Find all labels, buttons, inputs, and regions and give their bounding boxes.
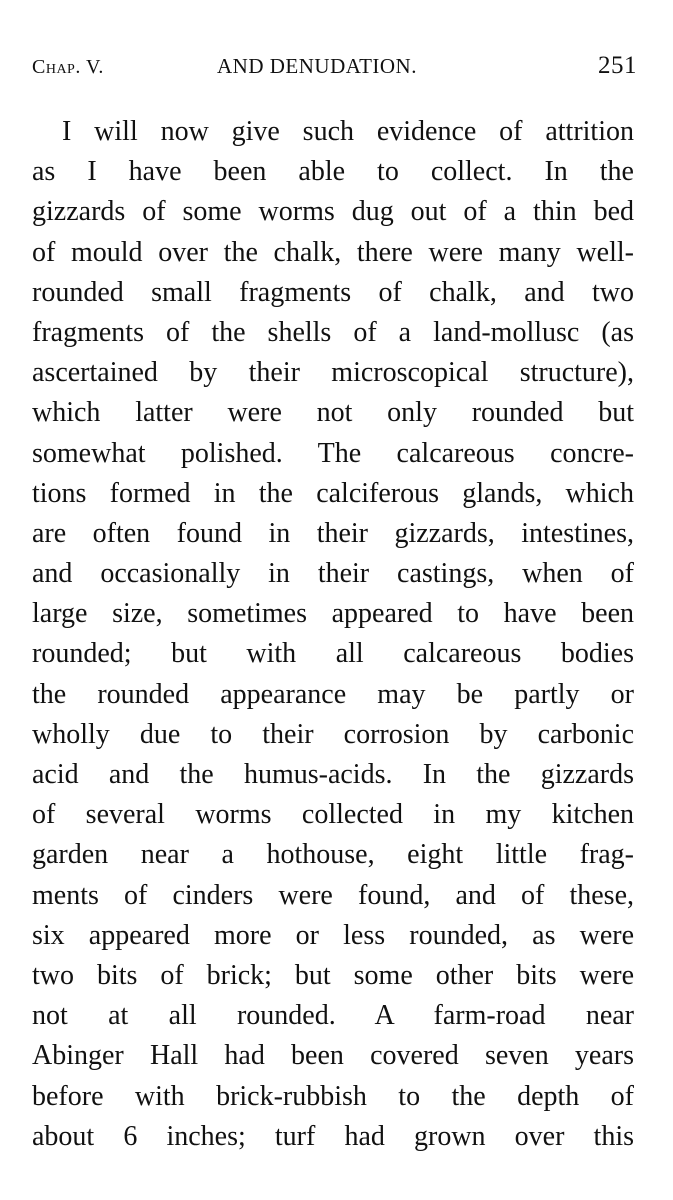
text-line: of several worms collected in my kitchen xyxy=(32,799,634,831)
text-line: are often found in their gizzards, intestines, xyxy=(32,517,634,549)
page-number: 251 xyxy=(598,52,637,79)
text-line: of mould over the chalk, there were many well- xyxy=(32,236,634,268)
text-line: and occasionally in their castings, when of xyxy=(32,558,634,590)
text-line: wholly due to their corrosion by carbonic xyxy=(32,718,634,750)
running-header xyxy=(32,52,637,82)
text-line: ascertained by their microscopical structure), xyxy=(32,357,634,389)
body-text xyxy=(32,112,634,1157)
text-line: rounded small fragments of chalk, and two xyxy=(32,276,634,308)
text-line: gizzards of some worms dug out of a thin bed xyxy=(32,196,634,228)
text-line: six appeared more or less rounded, as were xyxy=(32,919,634,951)
text-line: the rounded appearance may be partly or xyxy=(32,678,634,710)
text-line: which latter were not only rounded but xyxy=(32,397,634,429)
running-title: AND DENUDATION. xyxy=(217,54,417,78)
text-line: tions formed in the calciferous glands, which xyxy=(32,477,634,509)
text-line: I will now give such evidence of attrition xyxy=(62,116,634,147)
text-line: garden near a hothouse, eight little frag- xyxy=(32,839,634,871)
text-line: acid and the humus-acids. In the gizzards xyxy=(32,759,634,790)
text-line: ments of cinders were found, and of these, xyxy=(32,879,634,911)
text-line: as I have been able to collect. In the xyxy=(32,156,634,188)
text-line: somewhat polished. The calcareous concre- xyxy=(32,437,634,469)
text-line: about 6 inches; turf had grown over this xyxy=(32,1120,634,1152)
chapter-label: Chap. V. xyxy=(32,56,104,78)
text-line: not at all rounded. A farm-road near xyxy=(32,1000,634,1032)
text-line: Abinger Hall had been covered seven years xyxy=(32,1040,634,1072)
text-line: rounded; but with all calcareous bodies xyxy=(32,638,634,670)
text-line: before with brick-rubbish to the depth of xyxy=(32,1080,634,1112)
text-line: two bits of brick; but some other bits were xyxy=(32,959,634,991)
text-line: large size, sometimes appeared to have been xyxy=(32,598,634,630)
text-line: fragments of the shells of a land-mollusc (as xyxy=(32,316,634,348)
